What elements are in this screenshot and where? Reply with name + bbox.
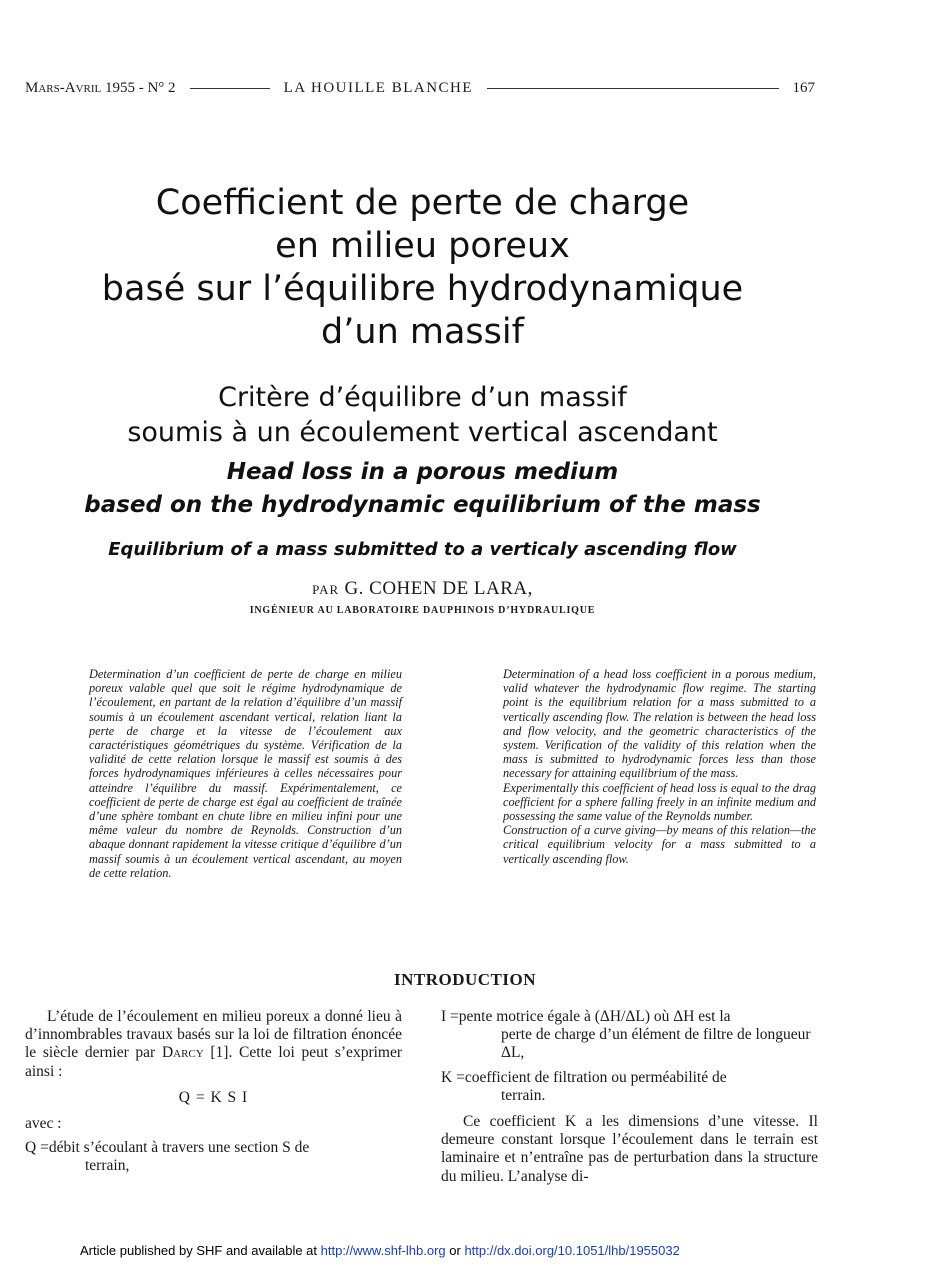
footer-link-shf[interactable]: http://www.shf-lhb.org <box>320 1243 446 1258</box>
body-column-left <box>25 1008 402 1176</box>
title-line: Coefficient de perte de charge <box>155 183 690 223</box>
definition-continuation: terrain. <box>501 1086 546 1104</box>
abstract-english-paragraph: Determination of a head loss coefficient in a porous medium, valid whatever the hydrodynamic flow regime. The starting point is the equilibrium relation for a mass submitted to a vertically ascending flow. The relation is between the head loss and flow velocity, and the geometric characteristics of the system. Verification of the validity of this relation when the mass is submitted to hydrodynamic forces less than those necessary for attaining equilibrium of the mass. <box>503 667 816 781</box>
abstract-french <box>89 667 402 880</box>
definition-text: coefficient de filtration ou perméabilité de <box>464 1068 727 1086</box>
author-line <box>40 578 805 600</box>
footer-text: Article published by SHF and available at <box>80 1243 321 1258</box>
page-number: 167 <box>792 79 815 96</box>
definition-symbol: I = <box>441 1008 459 1025</box>
journal-name: LA HOUILLE BLANCHE <box>283 79 474 96</box>
abstract-english-paragraph: Construction of a curve giving—by means of this relation—the critical equilibrium velocity for a mass submitted to a vertically ascending flow. <box>503 823 816 866</box>
subtitle-block <box>40 380 805 450</box>
english-title-line: Head loss in a porous medium <box>226 459 619 485</box>
paragraph-text: L’étude de l’écoulement en milieu poreux a donné lieu à d’innombrables travaux basés sur la loi de filtration énoncée le siècle dernier par <box>25 1008 402 1062</box>
english-title-block <box>40 456 805 522</box>
definition-continuation: terrain, <box>85 1157 130 1175</box>
definition-k <box>441 1069 818 1087</box>
section-heading: INTRODUCTION <box>393 970 537 989</box>
subtitle-line: soumis à un écoulement vertical ascendant <box>127 417 718 448</box>
english-title-line: based on the hydrodynamic equilibrium of the mass <box>84 492 761 518</box>
definition-continuation: perte de charge d’un élément de filtre de longueur ΔL, <box>501 1026 811 1062</box>
author-prefix: PAR <box>312 582 340 597</box>
title-block <box>40 182 805 562</box>
issue-date: Mars-Avril 1955 - N° 2 <box>25 79 176 96</box>
english-subtitle: Equilibrium of a mass submitted to a verticaly ascending flow <box>108 539 737 560</box>
definition-symbol: K = <box>441 1068 465 1086</box>
footer-note <box>80 1243 880 1258</box>
abstract-french-text: Determination d’un coefficient de perte de charge en milieu poreux valable quel que soit le régime hydrodynamique de l’écoulement, en partant de la relation d’équilibre d’un massif soumis à un écoulement ascendant vertical, relation liant la perte de charge et la vitesse de l’écoulement aux caractéristiques géométriques du système. Vérification de la validité de cette relation lorsque le massif est soumis à des forces hydrodynamiques inférieures à celles nécessaires pour atteindre l’équilibre du massif. Expérimentalement, ce coefficient de perte de charge est égal au coefficient de traînée d’une sphère tombant en chute libre en milieu infini pour une même valeur du nombre de Reynolds. Construction d’un abaque donnant rapidement la vitesse critique d’équilibre d’un massif soumis à un écoulement vertical ascendant, au moyen de cette relation. <box>89 667 402 880</box>
definition-text: pente motrice égale à (ΔH/ΔL) où ΔH est la <box>458 1008 731 1025</box>
cited-name: Darcy <box>161 1044 204 1062</box>
subtitle-line: Critère d’équilibre d’un massif <box>218 382 627 413</box>
darcy-formula: Q = K S I <box>178 1088 249 1106</box>
avec-label: avec : <box>25 1115 62 1133</box>
paragraph-text: [1]. Cette loi peut s’exprimer ainsi : <box>25 1044 403 1080</box>
body-column-right <box>441 1008 818 1186</box>
footer-text: or <box>445 1243 465 1258</box>
body-paragraph <box>25 1008 402 1081</box>
footer-link-doi[interactable]: http://dx.doi.org/10.1051/lhb/1955032 <box>464 1243 680 1258</box>
definition-symbol: Q = <box>25 1139 49 1157</box>
definition-q <box>25 1139 402 1157</box>
title-line: d’un massif <box>321 312 524 352</box>
header-rule-left <box>190 88 270 89</box>
abstract-english <box>503 667 816 866</box>
header-rule-right <box>487 88 778 89</box>
title-line: en milieu poreux <box>275 226 570 266</box>
author-affiliation: INGÉNIEUR AU LABORATOIRE DAUPHINOIS D’HYDRAULIQUE <box>249 605 596 616</box>
definition-text: débit s’écoulant à travers une section S de <box>48 1139 310 1157</box>
body-paragraph: Ce coefficient K a les dimensions d’une vitesse. Il demeure constant lorsque l’écoulement dans le terrain est laminaire et n’entraîne pas de perturbation dans la structure du milieu. L’analyse di- <box>441 1113 818 1185</box>
definition-i <box>441 1008 818 1026</box>
author-name: G. COHEN DE LARA, <box>344 578 533 599</box>
running-head <box>25 78 815 98</box>
title-line: basé sur l’équilibre hydrodynamique <box>101 269 744 309</box>
abstract-english-paragraph: Experimentally this coefficient of head loss is equal to the drag coefficient for a sphere falling freely in an infinite medium and possessing the same value of the Reynolds number. <box>503 780 816 824</box>
